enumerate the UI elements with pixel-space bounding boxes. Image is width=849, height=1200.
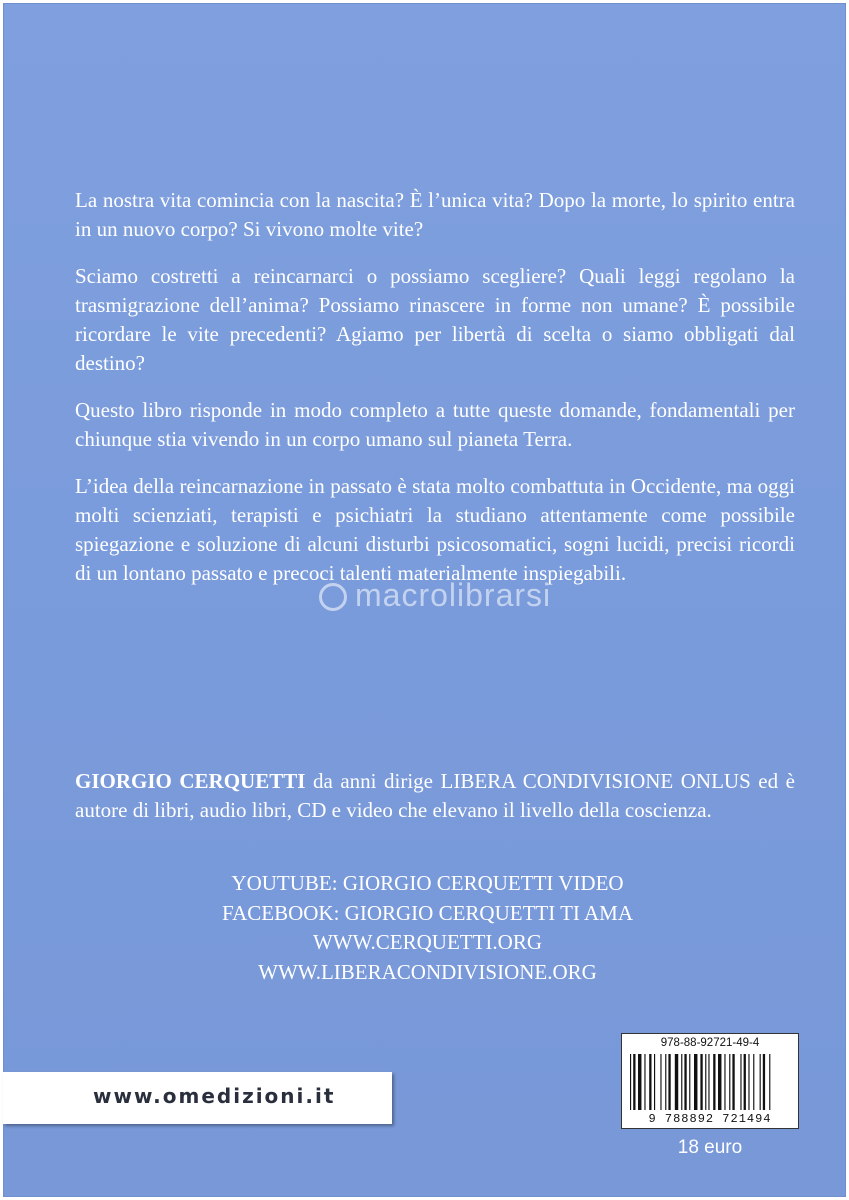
publisher-url: www.omedizioni.it bbox=[93, 1084, 336, 1108]
ean-digits: 9 788892 721494 bbox=[648, 1112, 772, 1126]
publisher-url-band bbox=[3, 1072, 392, 1124]
price: 18 euro bbox=[677, 1137, 743, 1158]
barcode-bar bbox=[675, 1054, 678, 1110]
barcode-bar bbox=[633, 1054, 635, 1110]
author-bio bbox=[75, 767, 795, 825]
barcode-bar bbox=[705, 1054, 706, 1110]
barcode-bar bbox=[748, 1054, 749, 1110]
barcode-bar bbox=[681, 1054, 682, 1110]
barcode-bar bbox=[760, 1054, 761, 1110]
barcode-bar bbox=[740, 1054, 741, 1110]
blurb-paragraph-3: Questo libro risponde in modo completo a tutte queste domande, fondamentali per chiunque stia vivendo in un corpo umano sul pianeta Terra. bbox=[75, 398, 795, 451]
barcode-bar bbox=[654, 1054, 655, 1110]
barcode-bar bbox=[700, 1054, 702, 1110]
barcode-bar bbox=[644, 1054, 645, 1110]
barcode-bar bbox=[729, 1054, 730, 1110]
watermark-text: macrolibrarsi bbox=[355, 577, 552, 613]
barcode-bar bbox=[649, 1054, 651, 1110]
link-cerquetti-site: WWW.CERQUETTI.ORG bbox=[312, 930, 543, 954]
barcode-bar bbox=[660, 1054, 661, 1110]
blurb-text bbox=[75, 186, 795, 606]
barcode-bar bbox=[732, 1054, 734, 1110]
barcode-bar bbox=[665, 1054, 666, 1110]
link-youtube: YOUTUBE: GIORGIO CERQUETTI VIDEO bbox=[231, 871, 624, 895]
barcode-bar bbox=[708, 1054, 709, 1110]
author-bio-text: da anni dirige LIBERA CONDIVISIONE ONLUS ed è autore di libri, audio libri, CD e video che elevano il livello della coscienza. bbox=[75, 769, 795, 822]
barcode-bar bbox=[744, 1054, 746, 1110]
barcode-bar bbox=[694, 1054, 697, 1110]
blurb-paragraph-2: Sciamo costretti a reincarnarci o possiamo scegliere? Quali leggi regolano la trasmigrazione dell’anima? Possiamo rinascere in forme non umane? È possibile ricordare le vite precedenti? Agiamo per libertà di scelta o siamo obbligati dal destino? bbox=[75, 264, 795, 375]
barcode-bar bbox=[763, 1054, 765, 1110]
barcode-bar bbox=[630, 1054, 631, 1110]
link-facebook: FACEBOOK: GIORGIO CERQUETTI TI AMA bbox=[221, 900, 634, 925]
barcode-bar bbox=[689, 1054, 690, 1110]
author-links bbox=[3, 869, 849, 987]
barcode-bar bbox=[718, 1054, 721, 1110]
barcode-bar bbox=[668, 1054, 670, 1110]
barcode-bars-icon bbox=[630, 1054, 790, 1112]
barcode-bar bbox=[713, 1054, 715, 1110]
back-cover bbox=[3, 3, 846, 1197]
barcode-bar bbox=[724, 1054, 725, 1110]
barcode-bar bbox=[769, 1054, 770, 1110]
barcode bbox=[621, 1033, 799, 1129]
blurb-paragraph-1: La nostra vita comincia con la nascita? È l’unica vita? Dopo la morte, lo spirito entra in un nuovo corpo? Si vivono molte vite? bbox=[75, 188, 795, 241]
barcode-bar bbox=[753, 1054, 754, 1110]
blurb-paragraph-4: L’idea della reincarnazione in passato è stata molto combattuta in Occidente, ma oggi molti scienziati, terapisti e psichiatri la studiano attentamente come possibile spiegazione e soluzione di alcuni disturbi psicosomatici, sogni lucidi, precisi ricordi di un lontano passato e precoci talenti materialmente inspiegabili. bbox=[75, 474, 795, 585]
author-name: GIORGIO CERQUETTI bbox=[75, 769, 306, 793]
barcode-bar bbox=[638, 1054, 641, 1110]
isbn-label: 978-88-92721-49-4 bbox=[660, 1037, 760, 1049]
barcode-bar bbox=[684, 1054, 686, 1110]
link-libera-condivisione-site: WWW.LIBERACONDIVISIONE.ORG bbox=[258, 959, 597, 984]
